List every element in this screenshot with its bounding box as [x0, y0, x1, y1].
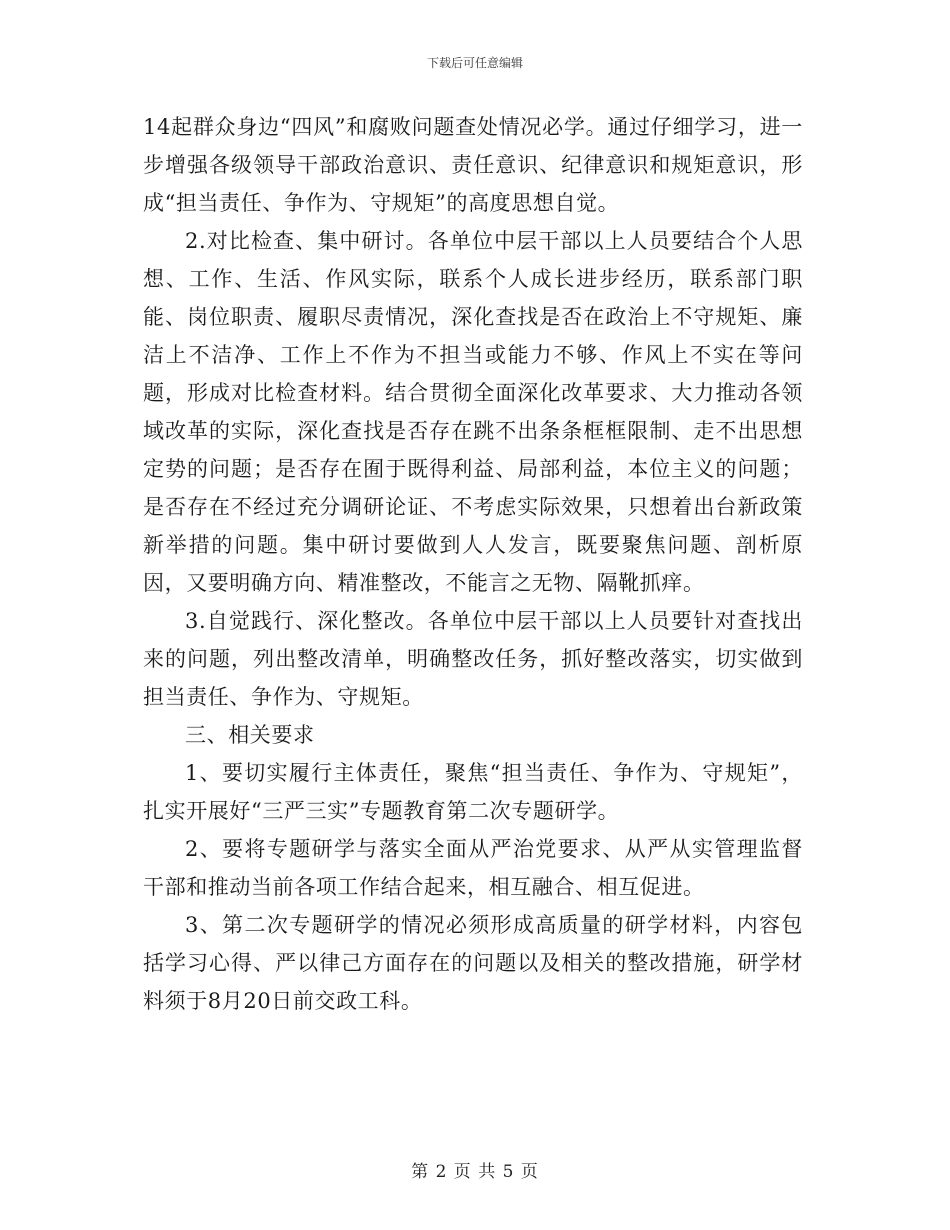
page-number: 第 2 页 共 5 页 — [411, 1162, 539, 1182]
requirement-3: 3、第二次专题研学的情况必须形成高质量的研学材料，内容包括学习心得、严以律己方面存在的问题以及相关的整改措施，研学材料须于8月20日前交政工科。 — [143, 913, 803, 1013]
paragraph-2: 2.对比检查、集中研讨。各单位中层干部以上人员要结合个人思想、工作、生活、作风实际，联系个人成长进步经历，联系部门职能、岗位职责、履职尽责情况，深化查找是否在政治上不守规矩、廉洁上不洁净、工作上不作为不担当或能力不够、作风上不实在等问题，形成对比检查材料。结合贯彻全面深化改革要求、大力推动各领域改革的实际，深化查找是否存在跳不出条条框框限制、走不出思想定势的问题；是否存在囿于既得利益、局部利益，本位主义的问题；是否存在不经过充分调研论证、不考虑实际效果，只想着出台新政策新举措的问题。集中研讨要做到人人发言，既要聚焦问题、剖析原因，又要明确方向、精准整改，不能言之无物、隔靴抓痒。 — [143, 229, 803, 595]
section-heading: 三、相关要求 — [185, 723, 315, 747]
page-header: 下载后可任意编辑 — [426, 56, 523, 70]
requirement-2: 2、要将专题研学与落实全面从严治党要求、从严从实管理监督干部和推动当前各项工作结合起来，相互融合、相互促进。 — [143, 837, 803, 899]
document-body — [143, 108, 803, 1020]
paragraph-3: 3.自觉践行、深化整改。各单位中层干部以上人员要针对查找出来的问题，列出整改清单，明确整改任务，抓好整改落实，切实做到担当责任、争作为、守规矩。 — [143, 609, 803, 709]
paragraph-1: 14起群众身边“四风”和腐败问题查处情况必学。通过仔细学习，进一步增强各级领导干部政治意识、责任意识、纪律意识和规矩意识，形成“担当责任、争作为、守规矩”的高度思想自觉。 — [143, 115, 803, 215]
requirement-1: 1、要切实履行主体责任，聚焦“担当责任、争作为、守规矩”，扎实开展好“三严三实”专题教育第二次专题研学。 — [143, 761, 803, 823]
